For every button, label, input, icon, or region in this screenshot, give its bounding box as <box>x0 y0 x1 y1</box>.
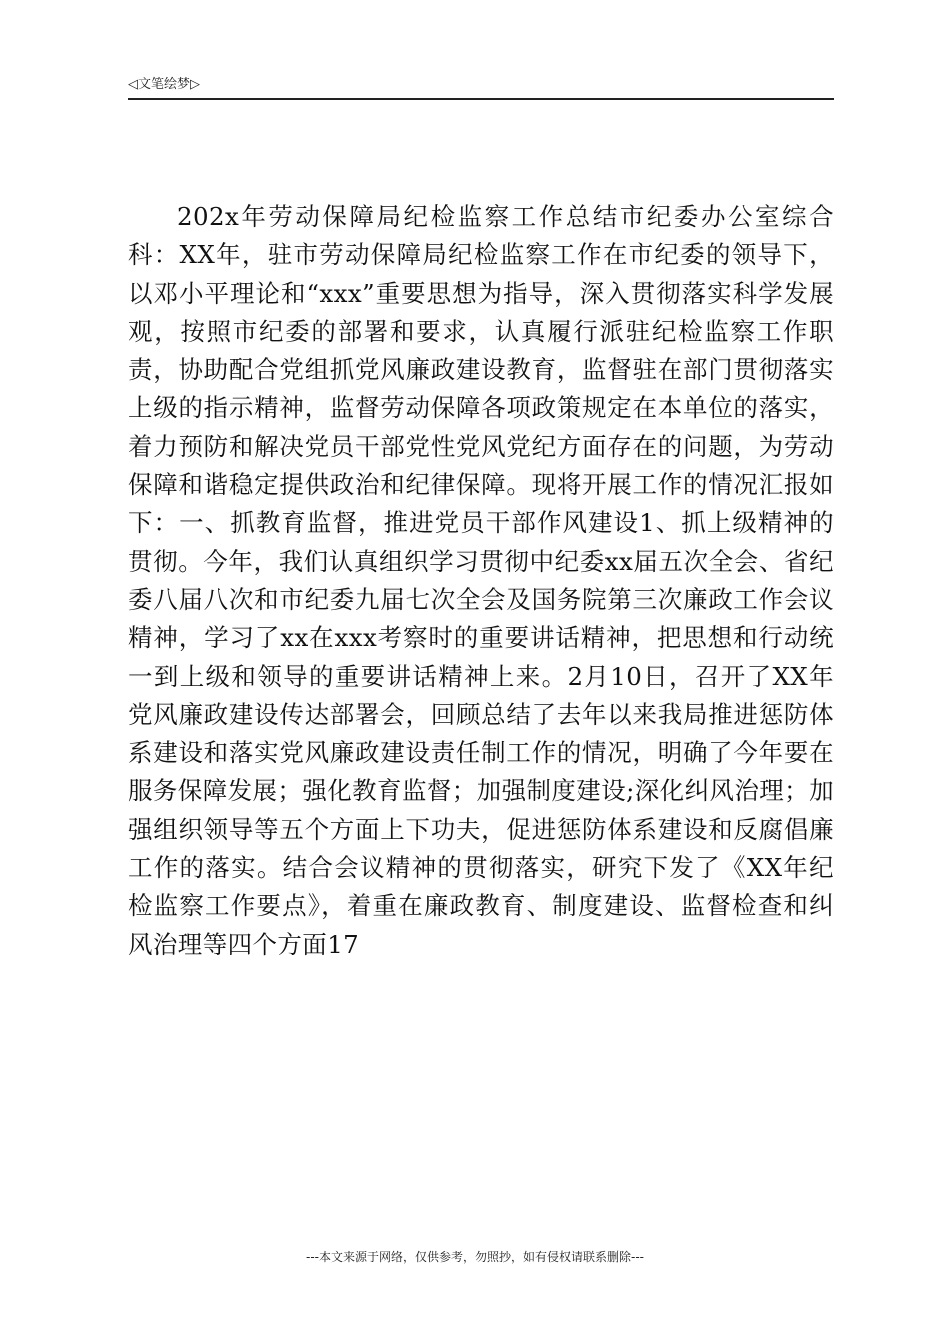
page-header <box>128 76 834 100</box>
header-logo: ◁文笔绘梦▷ <box>128 77 200 92</box>
page-footer: ---本文来源于网络，仅供参考，勿照抄，如有侵权请联系删除--- <box>306 1250 644 1264</box>
document-body: 202x年劳动保障局纪检监察工作总结市纪委办公室综合科：XX年，驻市劳动保障局纪检监察工作在市纪委的领导下，以邓小平理论和“xxx”重要思想为指导，深入贯彻落实科学发展观，按照市纪委的部署和要求，认真履行派驻纪检监察工作职责，协助配合党组抓党风廉政建设教育，监督驻在部门贯彻落实上级的指示精神，监督劳动保障各项政策规定在本单位的落实，着力预防和解决党员干部党性党风党纪方面存在的问题，为劳动保障和谐稳定提供政治和纪律保障。现将开展工作的情况汇报如下：一、抓教育监督，推进党员干部作风建设1、抓上级精神的贯彻。今年，我们认真组织学习贯彻中纪委xx届五次全会、省纪委八届八次和市纪委九届七次全会及国务院第三次廉政工作会议精神，学习了xx在xxx考察时的重要讲话精神，把思想和行动统一到上级和领导的重要讲话精神上来。2月10日，召开了XX年党风廉政建设传达部署会，回顾总结了去年以来我局推进惩防体系建设和落实党风廉政建设责任制工作的情况，明确了今年要在服务保障发展；强化教育监督；加强制度建设;深化纠风治理；加强组织领导等五个方面上下功夫，促进惩防体系建设和反腐倡廉工作的落实。结合会议精神的贯彻落实，研究下发了《XX年纪检监察工作要点》，着重在廉政教育、制度建设、监督检查和纠风治理等四个方面17 <box>128 202 834 959</box>
